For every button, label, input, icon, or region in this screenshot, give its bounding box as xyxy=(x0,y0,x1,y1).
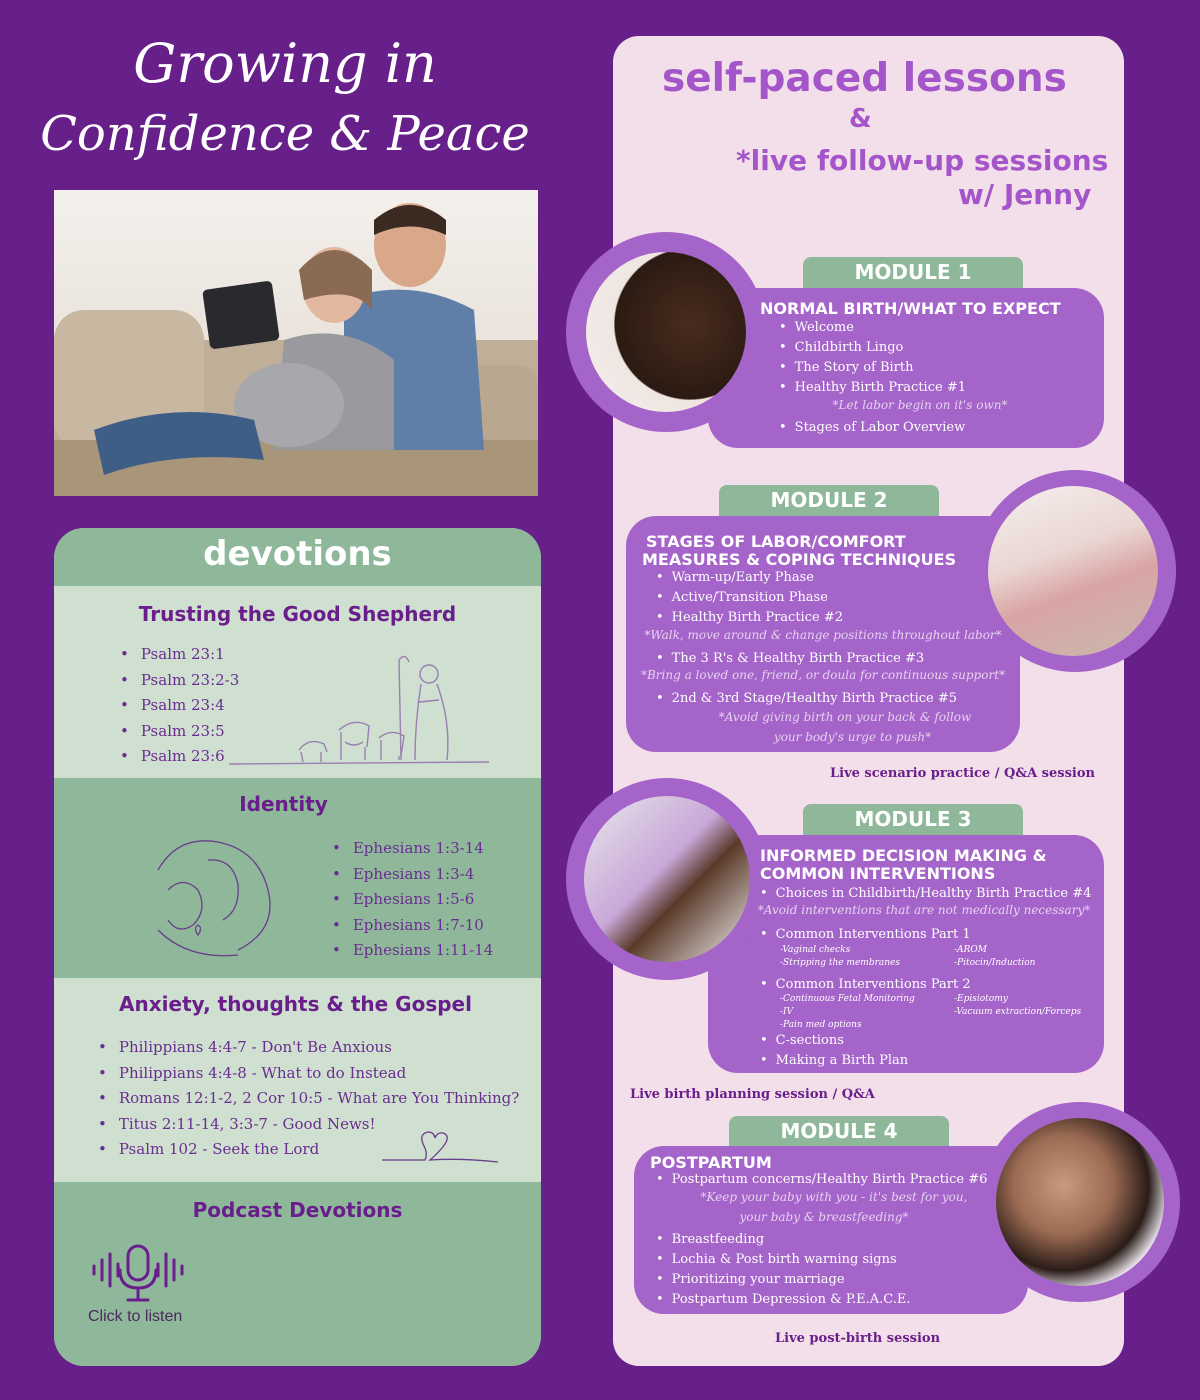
list-item[interactable]: • Psalm 23:1 xyxy=(120,642,239,668)
module-3-list-d xyxy=(760,1031,908,1071)
mother-newborn-photo xyxy=(996,1118,1164,1286)
list-item[interactable]: • Psalm 23:5 xyxy=(120,719,239,745)
list-item[interactable]: • Psalm 102 - Seek the Lord xyxy=(98,1137,519,1163)
module-3-sub2-left-1: -IV xyxy=(780,1007,794,1017)
module-3-title-line1: INFORMED DECISION MAKING & xyxy=(760,846,1047,865)
list-item[interactable]: • Common Interventions Part 2 xyxy=(760,975,971,995)
click-to-listen-link[interactable]: Click to listen xyxy=(88,1308,183,1325)
list-item[interactable]: • Stages of Labor Overview xyxy=(779,418,965,438)
module-4-photo-frame xyxy=(980,1102,1180,1302)
module-2-live-session[interactable]: Live scenario practice / Q&A session xyxy=(830,766,1095,781)
identity-list xyxy=(332,836,493,964)
devotion-section-shepherd xyxy=(54,586,541,778)
module-2-list-b xyxy=(656,649,924,669)
list-item[interactable]: • Philippians 4:4-7 - Don't Be Anxious xyxy=(98,1035,519,1061)
module-3-sub2-left-2: -Pain med options xyxy=(780,1020,862,1030)
module-3-sub2-left-0: -Continuous Fetal Monitoring xyxy=(780,994,915,1004)
devotions-header xyxy=(54,528,541,586)
module-4-live-session[interactable]: Live post-birth session xyxy=(775,1331,941,1346)
module-3-sub1-right-0: -AROM xyxy=(954,945,987,955)
list-item[interactable]: • Titus 2:11-14, 3:3-7 - Good News! xyxy=(98,1112,519,1138)
module-1-note: *Let labor begin on it's own* xyxy=(832,398,1008,412)
list-item[interactable]: • Ephesians 1:3-4 xyxy=(332,862,493,888)
live-sessions-heading: *live follow-up sessions xyxy=(736,144,1109,177)
list-item[interactable]: • Making a Birth Plan xyxy=(760,1051,908,1071)
module-1-photo-frame xyxy=(566,232,766,432)
module-1-list-end xyxy=(779,418,965,438)
devotion-section-identity xyxy=(54,778,541,978)
module-2-title-line1: STAGES OF LABOR/COMFORT xyxy=(646,532,906,551)
devotions-card xyxy=(54,528,541,1366)
with-jenny-heading: w/ Jenny xyxy=(958,178,1092,211)
list-item[interactable]: • Ephesians 1:3-14 xyxy=(332,836,493,862)
module-3-note: *Avoid interventions that are not medically necessary* xyxy=(757,903,1091,917)
list-item[interactable]: • Breastfeeding xyxy=(656,1230,910,1250)
module-2-title-line2: MEASURES & COPING TECHNIQUES xyxy=(642,550,957,569)
list-item[interactable]: • Childbirth Lingo xyxy=(779,338,966,358)
list-item[interactable]: • Active/Transition Phase xyxy=(656,588,843,608)
list-item[interactable]: • Common Interventions Part 1 xyxy=(760,925,971,945)
devotions-heading: devotions xyxy=(203,534,392,574)
shepherd-list xyxy=(120,642,239,770)
list-item[interactable]: • Choices in Childbirth/Healthy Birth Practice #4 xyxy=(760,884,1091,904)
module-3-sub1-right-1: -Pitocin/Induction xyxy=(954,958,1036,968)
list-item[interactable]: • Welcome xyxy=(779,318,966,338)
module-4-tab[interactable]: MODULE 4 xyxy=(729,1116,949,1148)
list-item[interactable]: • Psalm 23:2-3 xyxy=(120,668,239,694)
module-2-note-2: *Bring a loved one, friend, or doula for continuous support* xyxy=(640,668,1006,682)
list-item[interactable]: • Lochia & Post birth warning signs xyxy=(656,1250,910,1270)
module-2-note-3a: *Avoid giving birth on your back & follow xyxy=(718,710,972,724)
list-item[interactable]: • Romans 12:1-2, 2 Cor 10:5 - What are You Thinking? xyxy=(98,1086,519,1112)
list-item[interactable]: • Healthy Birth Practice #2 xyxy=(656,608,843,628)
laboring-woman-photo xyxy=(988,486,1158,656)
module-2-list xyxy=(656,568,843,628)
devotion-section-anxiety xyxy=(54,978,541,1182)
list-item[interactable]: • Psalm 23:6 xyxy=(120,744,239,770)
couple-illustration xyxy=(54,190,538,496)
pregnant-belly-photo xyxy=(586,252,746,412)
section-title: Anxiety, thoughts & the Gospel xyxy=(119,992,472,1016)
list-item[interactable]: • 2nd & 3rd Stage/Healthy Birth Practice #5 xyxy=(656,689,957,709)
course-title-line1: Growing in xyxy=(133,32,437,95)
module-4-list xyxy=(656,1170,987,1190)
module-4-list-b xyxy=(656,1230,910,1310)
list-item[interactable]: • Warm-up/Early Phase xyxy=(656,568,843,588)
ampersand: & xyxy=(849,104,872,134)
list-item[interactable]: • Ephesians 1:7-10 xyxy=(332,913,493,939)
list-item[interactable]: • Ephesians 1:11-14 xyxy=(332,938,493,964)
module-3-list xyxy=(760,884,1091,904)
module-2-note-1: *Walk, move around & change positions throughout labor* xyxy=(644,628,1002,642)
list-item[interactable]: • The 3 R's & Healthy Birth Practice #3 xyxy=(656,649,924,669)
module-1-tab[interactable]: MODULE 1 xyxy=(803,257,1023,289)
module-2-tab[interactable]: MODULE 2 xyxy=(719,485,939,517)
list-item[interactable]: • Psalm 23:4 xyxy=(120,693,239,719)
module-3-live-session[interactable]: Live birth planning session / Q&A xyxy=(630,1087,875,1102)
module-3-sub1-left-0: -Vaginal checks xyxy=(780,945,851,955)
list-item[interactable]: • Healthy Birth Practice #1 xyxy=(779,378,966,398)
heart-line-icon xyxy=(380,1126,500,1166)
couple-with-tablet-photo xyxy=(54,190,538,496)
microphone-icon[interactable] xyxy=(90,1242,186,1308)
module-3-title-line2: COMMON INTERVENTIONS xyxy=(760,864,996,883)
module-3-tab[interactable]: MODULE 3 xyxy=(803,804,1023,836)
module-1-title: NORMAL BIRTH/WHAT TO EXPECT xyxy=(760,299,1061,318)
self-paced-heading: self-paced lessons xyxy=(662,56,1067,101)
section-title: Identity xyxy=(239,792,328,816)
module-3-sub1-left-1: -Stripping the membranes xyxy=(780,958,900,968)
module-2-list-c xyxy=(656,689,957,709)
module-4-title: POSTPARTUM xyxy=(650,1153,772,1172)
list-item[interactable]: • Postpartum concerns/Healthy Birth Practice #6 xyxy=(656,1170,987,1190)
list-item[interactable]: • Prioritizing your marriage xyxy=(656,1270,910,1290)
shepherd-sheep-line-art xyxy=(229,652,489,777)
module-3-list-b xyxy=(760,925,971,945)
module-3-list-c xyxy=(760,975,971,995)
module-2-note-3b: your body's urge to push* xyxy=(773,730,932,744)
course-title-line2: Confidence & Peace xyxy=(40,106,530,162)
module-1-list xyxy=(779,318,966,398)
section-title: Podcast Devotions xyxy=(192,1198,403,1222)
devotion-section-podcast xyxy=(54,1182,541,1366)
module-4-note-a: *Keep your baby with you - it's best for you, xyxy=(700,1190,968,1204)
module-3-photo-frame xyxy=(566,778,768,980)
list-item[interactable]: • C-sections xyxy=(760,1031,908,1051)
mother-child-line-art xyxy=(138,830,288,965)
list-item[interactable]: • The Story of Birth xyxy=(779,358,966,378)
module-4-note-b: your baby & breastfeeding* xyxy=(739,1210,909,1224)
doctor-checkup-photo xyxy=(584,796,750,962)
list-item[interactable]: • Ephesians 1:5-6 xyxy=(332,887,493,913)
module-3-sub2-right-0: -Episiotomy xyxy=(954,994,1008,1004)
section-title: Trusting the Good Shepherd xyxy=(138,602,457,626)
list-item[interactable]: • Postpartum Depression & P.E.A.C.E. xyxy=(656,1290,910,1310)
list-item[interactable]: • Philippians 4:4-8 - What to do Instead xyxy=(98,1061,519,1087)
module-3-sub2-right-1: -Vacuum extraction/Forceps xyxy=(954,1007,1082,1017)
